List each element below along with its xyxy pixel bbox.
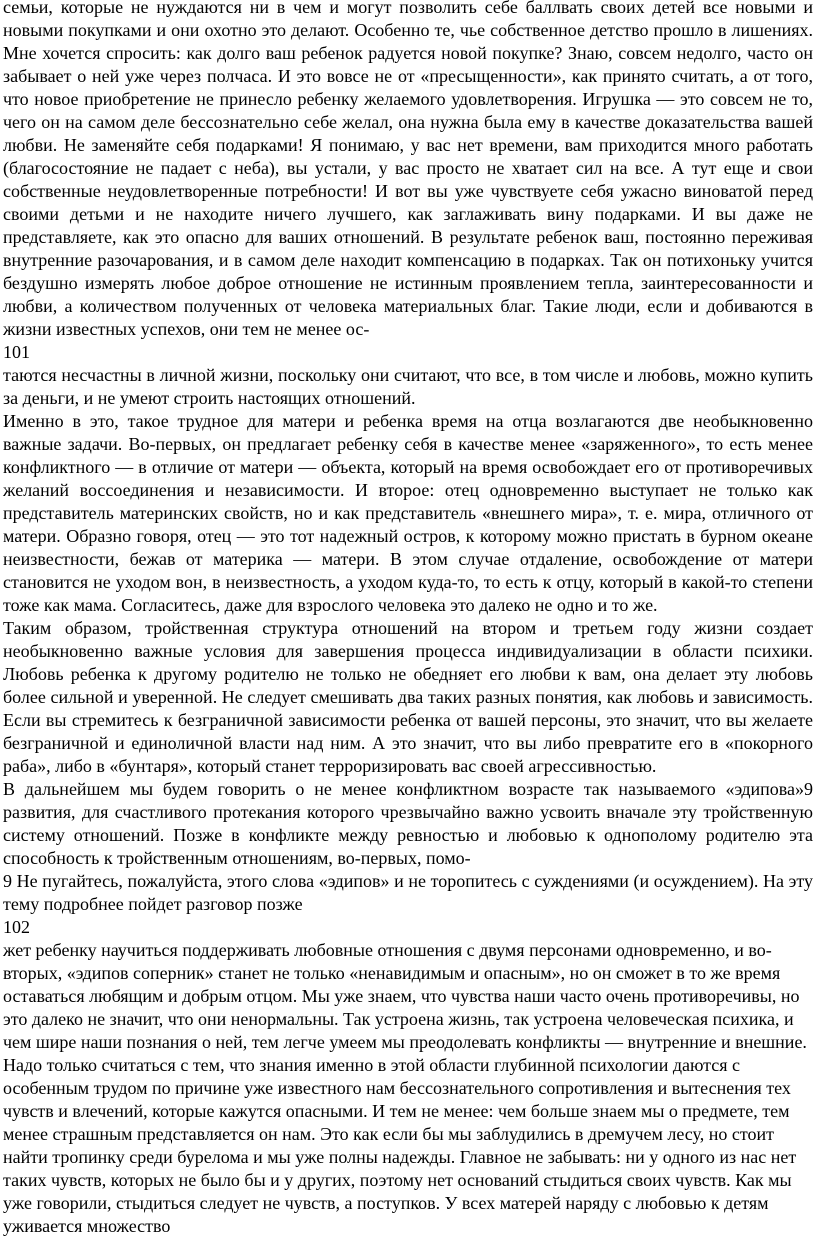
body-paragraph: Таким образом, тройственная структура отношений на втором и третьем году жизни создает необыкновенно важные условия для завершения процесса индивидуализации в области психики. Любовь ребенка к другому родителю не только не обедняет его любви к вам, она делает эту любовь более сильной и уверенной. Не следует смешивать два таких разных понятия, как любовь и зависимость. Если вы стремитесь к безграничной зависимости ребенка от вашей персоны, это значит, что вы желаете безграничной и единоличной власти над ним. А это значит, что вы либо превратите его в «покорного раба», либо в «бунтаря», который станет терроризировать вас своей агрессивностью. [3, 618, 813, 776]
text-flow [3, 0, 813, 1238]
body-paragraph: В дальнейшем мы будем говорить о не менее конфликтном возрасте так называемого «эдипова»9 развития, для счастливого протекания которого чрезвычайно важно усвоить вначале эту тройственную систему отношений. Позже в конфликте между ревностью и любовью к однополому родителю эта способность к тройственным отношениям, во-первых, помо- [3, 779, 813, 868]
body-paragraph: семьи, которые не нуждаются ни в чем и могут позволить себе баллвать своих детей все новыми и новыми покупками и они охотно это делают. Особенно те, чье собственное детство прошло в лишениях. Мне хочется спросить: как долго ваш ребенок радуется новой покупке? Знаю, совсем недолго, часто он забывает о ней уже через полчаса. И это вовсе не от «пресыщенности», как принято считать, а от того, что новое приобретение не принесло ребенку желаемого удовлетворения. Игрушка — это совсем не то, чего он на самом деле бессознательно себе желал, она нужна была ему в качестве доказательства вашей любви. Не заменяйте себя подарками! Я понимаю, у вас нет времени, вам приходится много работать (благосостояние не падает с неба), вы устали, у вас просто не хватает сил на все. А тут еще и свои собственные неудовлетворенные потребности! И вот вы уже чувствуете себя ужасно виноватой перед своими детьми и не находите ничего лучшего, как заглаживать вину подарками. И вы даже не представляете, как это опасно для ваших отношений. В результате ребенок ваш, постоянно переживая внутренние разочарования, и в самом деле находит компенсацию в подарках. Так он потихоньку учится бездушно измерять любое доброе отношение не истинным проявлением тепла, заинтересованности и любви, а количеством полученных от человека материальных благ. Такие люди, если и добиваются в жизни известных успехов, они тем не менее ос- [3, 0, 813, 339]
body-paragraph: таются несчастны в личной жизни, поскольку они считают, что все, в том числе и любовь, можно купить за деньги, и не умеют строить настоящих отношений. [3, 365, 813, 408]
body-paragraph: жет ребенку научиться поддерживать любовные отношения с двумя персонами одновременно, и во-вторых, «эдипов соперник» станет не только «ненавидимым и опасным», но он сможет в то же время оставаться любящим и добрым отцом. Мы уже знаем, что чувства наши часто очень противоречивы, но это далеко не значит, что они ненормальны. Так устроена жизнь, так устроена человеческая психика, и чем шире наши познания о ней, тем легче умеем мы преодолевать конфликты — внутренние и внешние. Надо только считаться с тем, что знания именно в этой области глубинной психологии даются с особенным трудом по причине уже известного нам бессознательного сопротивления и вытеснения тех чувств и влечений, которые кажутся опасными. И тем не менее: чем больше знаем мы о предмете, тем менее страшным представляется он нам. Это как если бы мы заблудились в дремучем лесу, но стоит найти тропинку среди бурелома и мы уже полны надежды. Главное не забывать: ни у одного из нас нет таких чувств, которых не было бы и у других, поэтому нет оснований стыдиться своих чувств. Как мы уже говорили, стыдиться следует не чувств, а поступков. У всех матерей наряду с любовью к детям уживается множество [3, 940, 807, 1236]
page-number: 102 [3, 917, 30, 937]
body-paragraph: Именно в это, такое трудное для матери и ребенка время на отца возлагаются две необыкновенно важные задачи. Во-первых, он предлагает ребенку себя в качестве менее «заряженного», то есть менее конфликтного — в отличие от матери — объекта, который на время освобождает его от противоречивых желаний воссоединения и независимости. И второе: отец одновременно выступает не только как представитель материнских свойств, но и как представитель «внешнего мира», т. е. мира, отличного от матери. Образно говоря, отец — это тот надежный остров, к которому можно пристать в бурном океане неизвестности, бежав от материка — матери. В этом случае отдаление, освобождение от матери становится не уходом вон, в неизвестность, а уходом куда-то, то есть к отцу, который в какой-то степени тоже как мама. Согласитесь, даже для взрослого человека это далеко не одно и то же. [3, 411, 813, 615]
footnote: 9 Не пугайтесь, пожалуйста, этого слова «эдипов» и не торопитесь с суждениями (и осуждением). На эту тему подробнее пойдет разговор позже [3, 871, 813, 914]
page-number: 101 [3, 342, 30, 362]
